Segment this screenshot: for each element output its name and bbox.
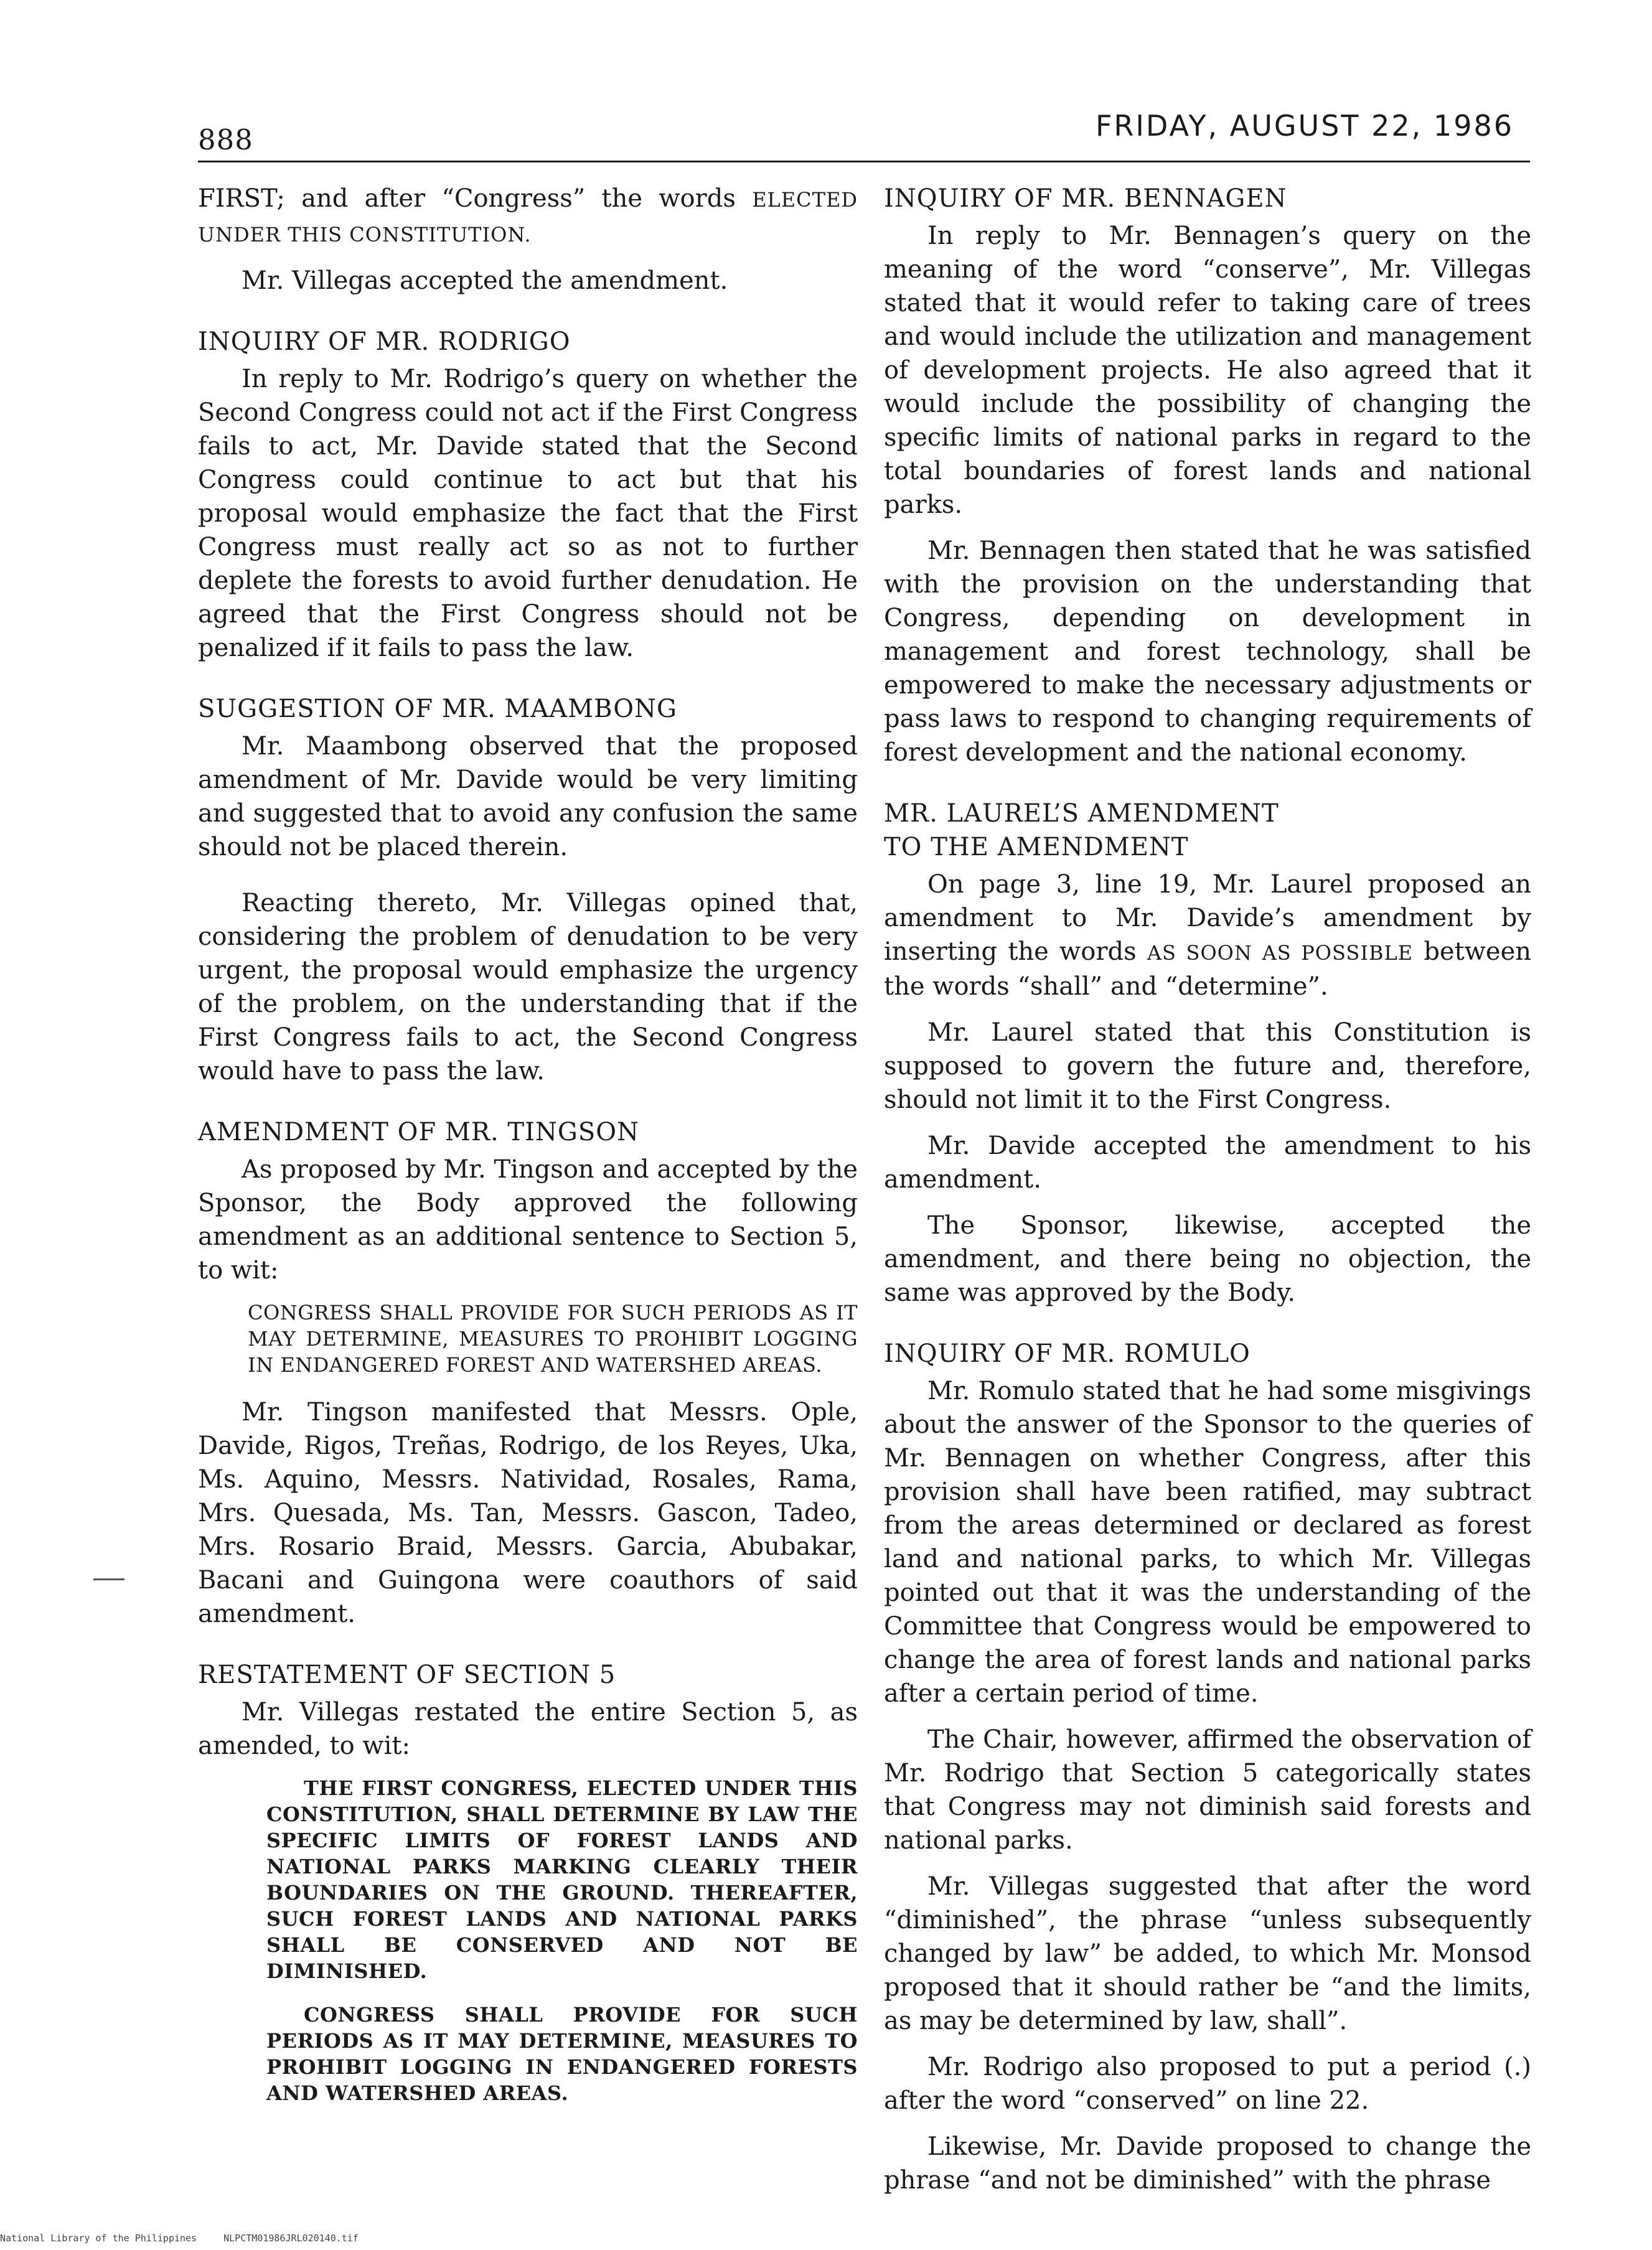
restatement-quote-1-text: THE FIRST CONGRESS, ELECTED UNDER THIS CONSTITUTION, SHALL DETERMINE BY LAW THE SPECIFIC LIMITS OF FOREST LANDS AND NATIONAL PARKS MARKING CLEARLY THEIR BOUNDARIES ON THE GROUND. THEREAFTER, SUCH FOREST LANDS AND NATIONAL PARKS SHALL BE CONSERVED AND NOT BE DIMINISHED. — [266, 1776, 858, 1983]
header-rule — [198, 161, 1530, 162]
laurel-heading — [884, 797, 1531, 864]
laurel-heading-line-2: TO THE AMENDMENT — [884, 833, 1189, 861]
restatement-quote-2-text: CONGRESS SHALL PROVIDE FOR SUCH PERIODS AS IT MAY DETERMINE, MEASURES TO PROHIBIT LOGGING IN ENDANGERED FORESTS AND WATERSHED AREAS. — [266, 2003, 858, 2105]
rodrigo-heading: INQUIRY OF MR. RODRIGO — [198, 327, 571, 356]
romulo-heading: INQUIRY OF MR. ROMULO — [884, 1339, 1251, 1368]
laurel-heading-line-1: MR. LAUREL’S AMENDMENT — [884, 799, 1279, 828]
maambong-text-1: Mr. Maambong observed that the proposed amendment of Mr. Davide would be very limiting and suggested that to avoid any confusion the same should not be placed therein. — [198, 732, 858, 861]
restatement-heading: RESTATEMENT OF SECTION 5 — [198, 1661, 616, 1689]
restatement-text: Mr. Villegas restated the entire Section 5, as amended, to wit: — [198, 1698, 858, 1760]
laurel-text-1 — [884, 868, 1531, 1003]
left-column — [198, 182, 858, 2124]
footer-file: NLPCTM01986JRL020140.tif — [223, 2233, 359, 2244]
right-column — [884, 182, 1531, 2210]
intro-text: FIRST; and after “Congress” the words — [198, 184, 736, 213]
romulo-text-3: Mr. Villegas suggested that after the word “diminished”, the phrase “unless subsequently changed by law” be added, to which Mr. Monsod proposed that it should rather be “and the limits, as may be determined by law, shall”. — [884, 1872, 1531, 2035]
bennagen-text-2: Mr. Bennagen then stated that he was satisfied with the provision on the understanding that Congress, depending on development in management and forest technology, shall be empowered to make the necessary adjustments or pass laws to respond to changing requirements of forest development and the national economy. — [884, 537, 1531, 767]
bennagen-text-1: In reply to Mr. Bennagen’s query on the meaning of the word “conserve”, Mr. Villegas stated that it would refer to taking care of trees and would include the utilization and management of development projects. He also agreed that it would include the possibility of changing the specific limits of national parks in regard to the total boundaries of forest lands and national parks. — [884, 222, 1531, 519]
romulo-text-1: Mr. Romulo stated that he had some misgivings about the answer of the Sponsor to the queries of Mr. Bennagen on whether Congress, after this provision shall have been ratified, may subtract from the areas determined or declared as forest land and national parks, to which Mr. Villegas pointed out that it was the understanding of the Committee that Congress would be empowered to change the area of forest lands and national parks after a certain period of time. — [884, 1377, 1531, 1708]
tingson-text-1: As proposed by Mr. Tingson and accepted by the Sponsor, the Body approved the following amendment as an additional sentence to Section 5, to wit: — [198, 1155, 858, 1285]
laurel-text-1-smallcaps: AS SOON AS POSSIBLE — [1147, 941, 1414, 965]
laurel-text-2: Mr. Laurel stated that this Constitution is supposed to govern the future and, therefore, should not limit it to the First Congress. — [884, 1018, 1531, 1114]
laurel-text-1-pre: On page 3, line 19, Mr. Laurel proposed an amendment to Mr. Davide’s amendment by inserting the words — [884, 870, 1531, 966]
romulo-text-4: Mr. Rodrigo also proposed to put a period (.) after the word “conserved” on line 22. — [884, 2053, 1531, 2115]
restatement-quote-1 — [198, 1775, 858, 1984]
tingson-text-2: Mr. Tingson manifested that Messrs. Ople, Davide, Rigos, Treñas, Rodrigo, de los Reyes, Uka, Ms. Aquino, Messrs. Natividad, Rosales, Rama, Mrs. Quesada, Ms. Tan, Messrs. Gascon, Tadeo, Mrs. Rosario Braid, Messrs. Garcia, Abubakar, Bacani and Guingona were coauthors of said amendment. — [198, 1398, 858, 1628]
tingson-heading: AMENDMENT OF MR. TINGSON — [198, 1118, 640, 1146]
tingson-quote: CONGRESS SHALL PROVIDE FOR SUCH PERIODS AS IT MAY DETERMINE, MEASURES TO PROHIBIT LOGGING IN ENDANGERED FOREST AND WATERSHED AREAS. — [248, 1301, 858, 1377]
restatement-quote-2 — [198, 2002, 858, 2106]
intro-paragraph — [198, 182, 858, 251]
page-number: 888 — [198, 123, 253, 156]
rodrigo-text: In reply to Mr. Rodrigo’s query on whether the Second Congress could not act if the First Congress fails to act, Mr. Davide stated that the Second Congress could continue to act but that his proposal would emphasize the fact that the First Congress must really act so as not to further deplete the forests to avoid further denudation. He agreed that the First Congress should not be penalized if it fails to pass the law. — [198, 365, 858, 662]
maambong-text-2: Reacting thereto, Mr. Villegas opined that, considering the problem of denudation to be very urgent, the proposal would emphasize the urgency of the problem, on the understanding that if the First Congress fails to act, the Second Congress would have to pass the law. — [198, 889, 858, 1085]
villegas-accepted: Mr. Villegas accepted the amendment. — [242, 266, 728, 295]
intro-smallcaps: ELECTED UNDER THIS CONSTITUTION. — [198, 188, 858, 246]
footer-library: National Library of the Philippines — [0, 2233, 197, 2244]
scan-footer — [0, 2233, 380, 2244]
page-date: FRIDAY, AUGUST 22, 1986 — [1095, 109, 1514, 143]
bennagen-heading: INQUIRY OF MR. BENNAGEN — [884, 184, 1287, 213]
laurel-text-4: The Sponsor, likewise, accepted the amendment, and there being no objection, the same was approved by the Body. — [884, 1211, 1531, 1307]
romulo-text-2: The Chair, however, affirmed the observation of Mr. Rodrigo that Section 5 categorically states that Congress may not diminish said forests and national parks. — [884, 1725, 1531, 1855]
laurel-text-1-post: between the words “shall” and “determine”. — [884, 937, 1532, 1001]
laurel-text-3: Mr. Davide accepted the amendment to his amendment. — [884, 1132, 1531, 1194]
romulo-text-5: Likewise, Mr. Davide proposed to change the phrase “and not be diminished” with the phrase — [884, 2132, 1531, 2195]
margin-mark — [93, 1578, 124, 1580]
maambong-heading: SUGGESTION OF MR. MAAMBONG — [198, 695, 677, 723]
